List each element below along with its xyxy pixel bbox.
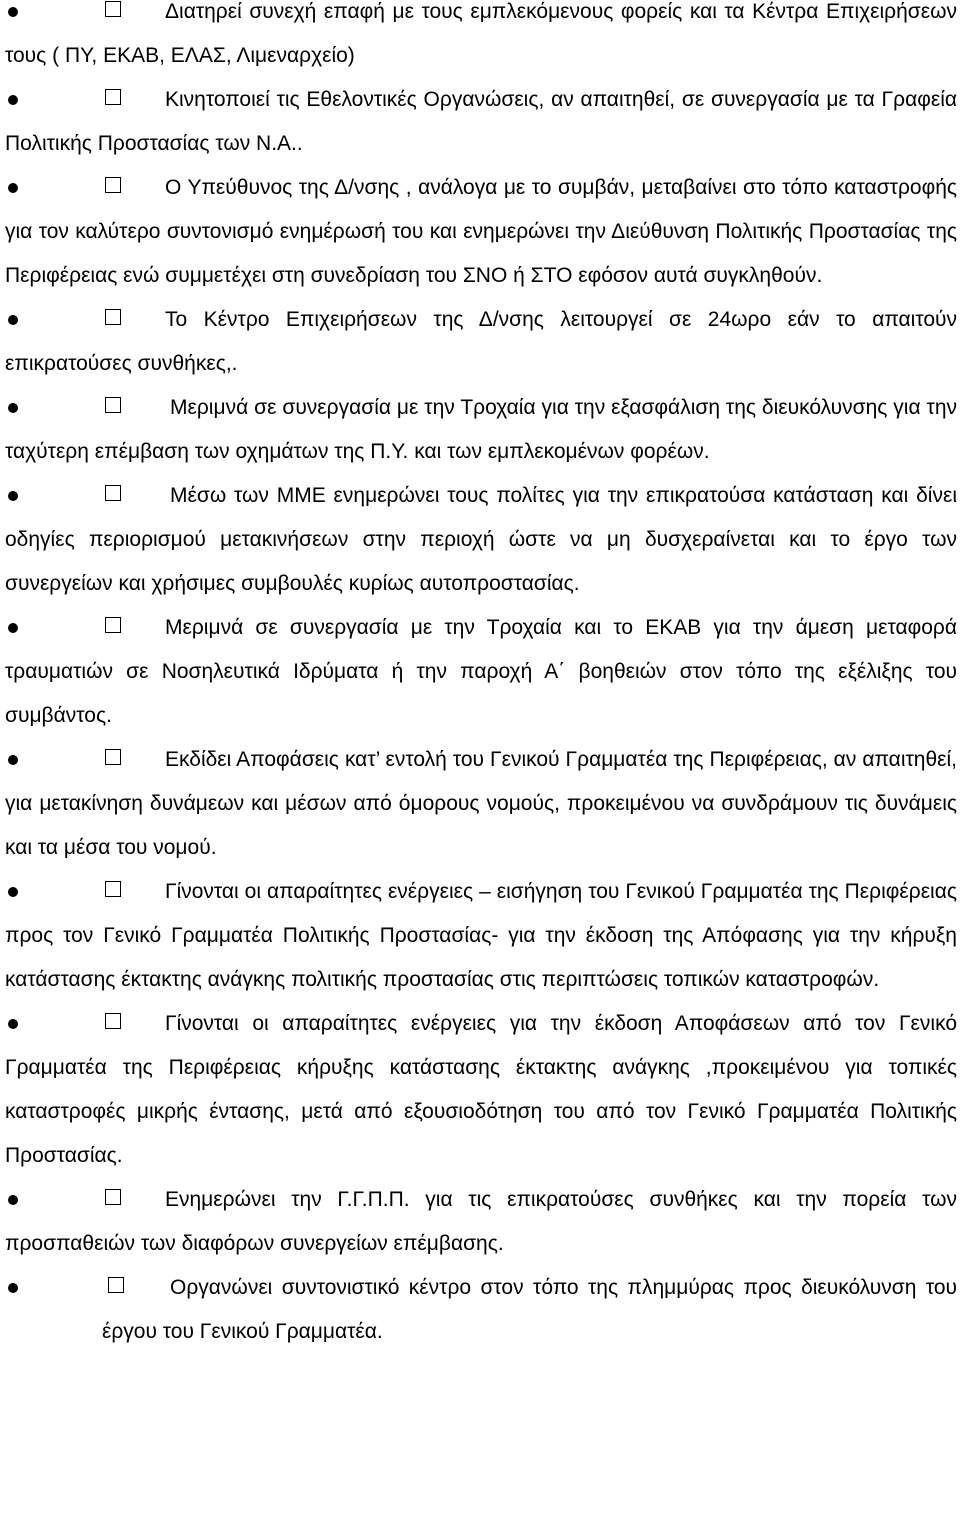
bullet-icon xyxy=(8,403,18,413)
bullet-icon xyxy=(8,1019,18,1029)
checkbox-icon xyxy=(105,89,121,105)
list-item xyxy=(5,0,957,78)
list-item-text: Ο Υπεύθυνος της Δ/νσης , ανάλογα με το συμβάν, μεταβαίνει στο τόπο καταστροφής για τον καλύτερο συντονισμό ενημέρωσή του και ενημερώνει την Διεύθυνση Πολιτικής Προστασίας της Περιφέρειας ενώ συμμετέχει στη συνεδρίαση του ΣΝΟ ή ΣΤΟ εφόσον αυτά συγκληθούν. xyxy=(5,176,957,287)
list-item-text: Γίνονται οι απαραίτητες ενέργειες για την έκδοση Αποφάσεων από τον Γενικό Γραμματέα της Περιφέρειας κήρυξης κατάστασης έκτακτης ανάγκης ,προκειμένου για τοπικές καταστροφές μικρής έντασης, μετά από εξουσιοδότηση του από τον Γενικό Γραμματέα Πολιτικής Προστασίας. xyxy=(5,1012,957,1167)
list-item xyxy=(5,1266,957,1354)
bullet-icon xyxy=(8,623,18,633)
list-item-text: Οργανώνει συντονιστικό κέντρο στον τόπο της πλημμύρας προς διευκόλυνση του έργου του Γενικού Γραμματέα. xyxy=(102,1276,957,1343)
list-item xyxy=(5,606,957,738)
checkbox-icon xyxy=(105,617,121,633)
checkbox-icon xyxy=(105,309,121,325)
list-item xyxy=(5,474,957,606)
checkbox-icon xyxy=(105,1013,121,1029)
list-item-text: Μέσω των ΜΜΕ ενημερώνει τους πολίτες για την επικρατούσα κατάσταση και δίνει οδηγίες περιορισμού μετακινήσεων στην περιοχή ώστε να μη δυσχεραίνεται και το έργο των συνεργείων και χρήσιμες συμβουλές κυρίως αυτοπροστασίας. xyxy=(5,484,957,595)
list-item-text: Το Κέντρο Επιχειρήσεων της Δ/νσης λειτουργεί σε 24ωρο εάν το απαιτούν επικρατούσες συνθήκες,. xyxy=(5,308,957,375)
bullet-icon xyxy=(8,491,18,501)
checkbox-icon xyxy=(105,1,121,17)
list-item xyxy=(5,738,957,870)
checkbox-icon xyxy=(105,881,121,897)
list-item xyxy=(5,1178,957,1266)
checkbox-icon xyxy=(105,1189,121,1205)
bullet-icon xyxy=(8,1283,18,1293)
checkbox-icon xyxy=(105,397,121,413)
checkbox-icon xyxy=(105,485,121,501)
checkbox-icon xyxy=(108,1277,124,1293)
list-item-text: Γίνονται οι απαραίτητες ενέργειες – εισήγηση του Γενικού Γραμματέα της Περιφέρειας προς τον Γενικό Γραμματέα Πολιτικής Προστασίας- για την έκδοση της Απόφασης για την κήρυξη κατάστασης έκτακτης ανάγκης πολιτικής προστασίας στις περιπτώσεις τοπικών καταστροφών. xyxy=(5,880,957,991)
list-item xyxy=(5,870,957,1002)
bullet-icon xyxy=(8,183,18,193)
list-item xyxy=(5,386,957,474)
bullet-icon xyxy=(8,7,18,17)
list-item-text: Ενημερώνει την Γ.Γ.Π.Π. για τις επικρατούσες συνθήκες και την πορεία των προσπαθειών των διαφόρων συνεργείων επέμβασης. xyxy=(5,1188,957,1255)
checkbox-icon xyxy=(105,749,121,765)
bullet-icon xyxy=(8,1195,18,1205)
bullet-icon xyxy=(8,95,18,105)
list-item xyxy=(5,166,957,298)
list-item xyxy=(5,78,957,166)
bullet-icon xyxy=(8,315,18,325)
list-item xyxy=(5,1002,957,1178)
list-item-text: Διατηρεί συνεχή επαφή με τους εμπλεκόμενους φορείς και τα Κέντρα Επιχειρήσεων τους ( ΠΥ, ΕΚΑΒ, ΕΛΑΣ, Λιμεναρχείο) xyxy=(5,0,957,67)
list-item-text: Μεριμνά σε συνεργασία με την Τροχαία και το ΕΚΑΒ για την άμεση μεταφορά τραυματιών σε Νοσηλευτικά Ιδρύματα ή την παροχή Α΄ βοηθειών στον τόπο της εξέλιξης του συμβάντος. xyxy=(5,616,957,727)
list-item-text: Μεριμνά σε συνεργασία με την Τροχαία για την εξασφάλιση της διευκόλυνσης για την ταχύτερη επέμβαση των οχημάτων της Π.Υ. και των εμπλεκομένων φορέων. xyxy=(5,396,957,463)
bullet-icon xyxy=(8,755,18,765)
checkbox-icon xyxy=(105,177,121,193)
bullet-icon xyxy=(8,887,18,897)
list-item-text: Εκδίδει Αποφάσεις κατ’ εντολή του Γενικού Γραμματέα της Περιφέρειας, αν απαιτηθεί, για μετακίνηση δυνάμεων και μέσων από όμορους νομούς, προκειμένου να συνδράμουν τις δυνάμεις και τα μέσα του νομού. xyxy=(5,748,957,859)
list-item-text: Κινητοποιεί τις Εθελοντικές Οργανώσεις, αν απαιτηθεί, σε συνεργασία με τα Γραφεία Πολιτικής Προστασίας των Ν.Α.. xyxy=(5,88,957,155)
list-item xyxy=(5,298,957,386)
